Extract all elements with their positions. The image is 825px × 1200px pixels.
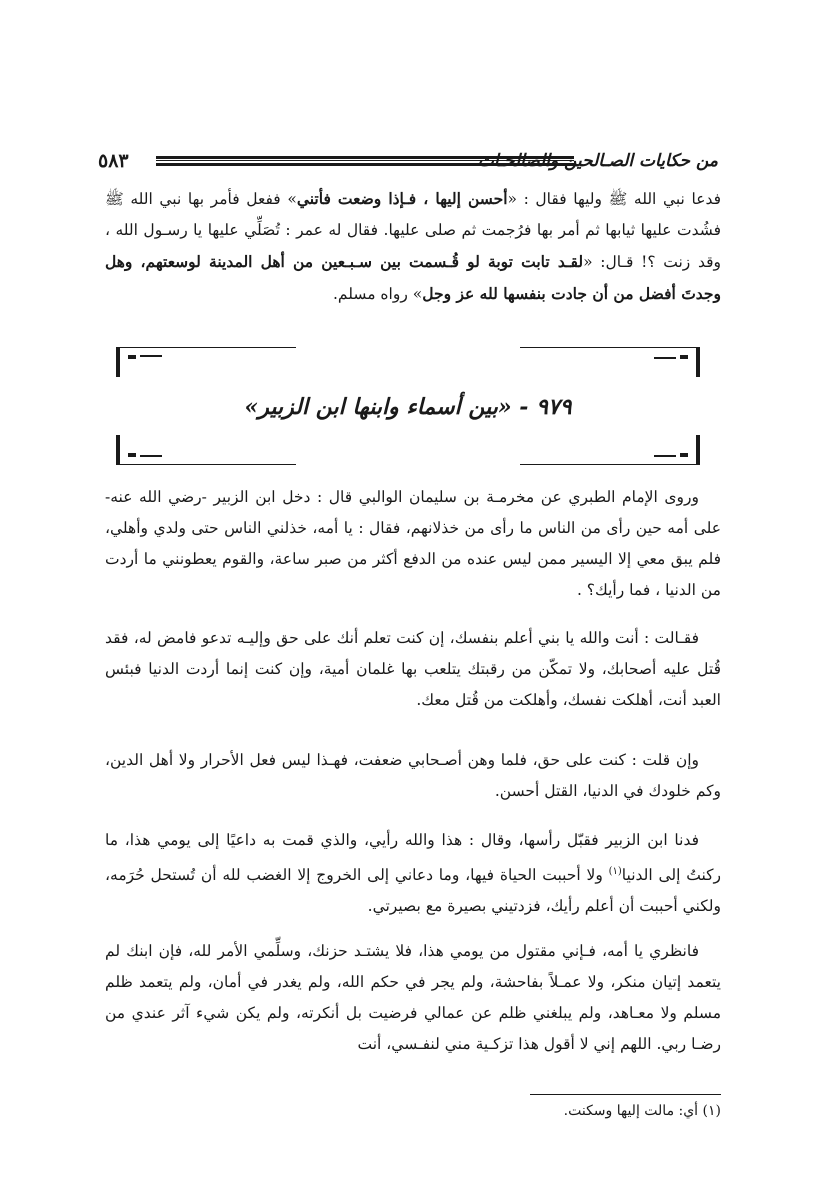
- section-heading-frame: [116, 347, 700, 465]
- frame-ornament: [140, 355, 162, 357]
- frame-corner: [520, 347, 700, 377]
- frame-ornament: [680, 453, 688, 457]
- footnote-rule: [530, 1094, 721, 1095]
- paragraph-text: وإن قلت : كنت على حق، فلما وهن أصـحابي ضعفت، فهـذا ليس فعل الأحرار ولا أهل الدين، وكم خلودك في الدنيا، القتل أحسن.: [105, 751, 721, 800]
- hadith-quote: لقـد تابت توبة لو قُـسمت بين سـبـعين من أهل المدينة لوسعتهم، وهل وجدتَ أفضل من أن جادت بنفسها لله عز وجل: [105, 252, 721, 303]
- frame-ornament: [128, 355, 136, 359]
- frame-ornament: [654, 357, 676, 359]
- intro-paragraph: [105, 183, 721, 310]
- intro-text: » ففعل فأمر بها نبي الله ﷺ فشُدت عليها ثيابها ثم أمر بها فرُجمت ثم صلى عليها. فقال له عمر : تُصَلِّي عليها يا رسـول الله ، وقد زنت ؟! قـال: «: [105, 190, 721, 271]
- footnote: (١) أي: مالت إليها وسكنت.: [563, 1103, 721, 1119]
- intro-text: فدعا نبي الله ﷺ وليها فقال : «: [507, 190, 721, 208]
- running-title: من حكايات الصـالحين والصالحـات: [477, 151, 718, 171]
- page-header: [98, 148, 718, 178]
- frame-corner: [116, 347, 296, 377]
- frame-ornament: [128, 453, 136, 457]
- paragraph-text: فانظري يا أمه، فـإني مقتول من يومي هذا، فلا يشتـد حزنك، وسلِّمي الأمر لله، فإن ابنك لم يتعمد إتيان منكر، ولا عمـلاً بفاحشة، ولم يجر في حكم الله، ولم يغدر في أمان، ولم يتعمد ظلم مسلم ولا معـاهد، ولم يبلغني ظلم عن عمالي فرضيت بل أنكرته، ولم يكن شيء آثر عندي من رضـا ربي. اللهم إني لا أقول هذا تزكـية مني لنفـسي، أنت: [105, 942, 721, 1053]
- footnote-reference: (١): [608, 866, 622, 877]
- intro-text: » رواه مسلم.: [333, 285, 423, 303]
- paragraph-text: وروى الإمام الطبري عن مخرمـة بن سليمان الوالبي قال : دخل ابن الزبير -رضي الله عنه- على أمه حين رأى من الناس ما رأى من خذلانهم، فقال : يا أمه، خذلني الناس حتى ولدي وأهلي، فلم يبق معي إلا اليسير ممن ليس عنده من الدفع أكثر من صبر ساعة، والقوم يعطونني ما أردت من الدنيا ، فما رأيك؟ .: [105, 488, 721, 599]
- paragraph: [105, 745, 721, 807]
- paragraph-text: فدنا ابن الزبير فقبّل رأسها، وقال : هذا والله رأيي، والذي قمت به داعيًا إلى يومي هذا، ما ركنتُ إلى الدنيا: [105, 831, 721, 885]
- paragraph: [105, 825, 721, 922]
- paragraph-text: فقـالت : أنت والله يا بني أعلم بنفسك، إن كنت تعلم أنك على حق وإليـه تدعو فامض له، فقد قُتل عليه أصحابك، ولا تمكّن من رقبتك يتلعب بها غلمان أمية، وإن كنت إنما أردت الدنيا فبئس العبد أنت، أهلكت نفسك، وأهلكت من قُتل معك.: [105, 629, 721, 709]
- paragraph-text: ولا أحببت الحياة فيها، وما دعاني إلى الخروج إلا الغضب لله أن تُستحل حُرَمه، ولكني أحببت أن أعلم رأيك، فزدتيني بصيرة مع بصيرتي.: [105, 866, 721, 916]
- frame-ornament: [654, 455, 676, 457]
- frame-corner: [520, 435, 700, 465]
- section-heading: ٩٧٩ - «بين أسماء وابنها ابن الزبير»: [244, 394, 572, 420]
- hadith-quote: أحسن إليها ، فـإذا وضعت فأتني: [296, 189, 508, 208]
- paragraph: [105, 482, 721, 606]
- paragraph: [105, 623, 721, 716]
- page-number: ٥٨٣: [98, 150, 129, 172]
- frame-corner: [116, 435, 296, 465]
- frame-ornament: [680, 355, 688, 359]
- frame-ornament: [140, 455, 162, 457]
- paragraph: [105, 936, 721, 1060]
